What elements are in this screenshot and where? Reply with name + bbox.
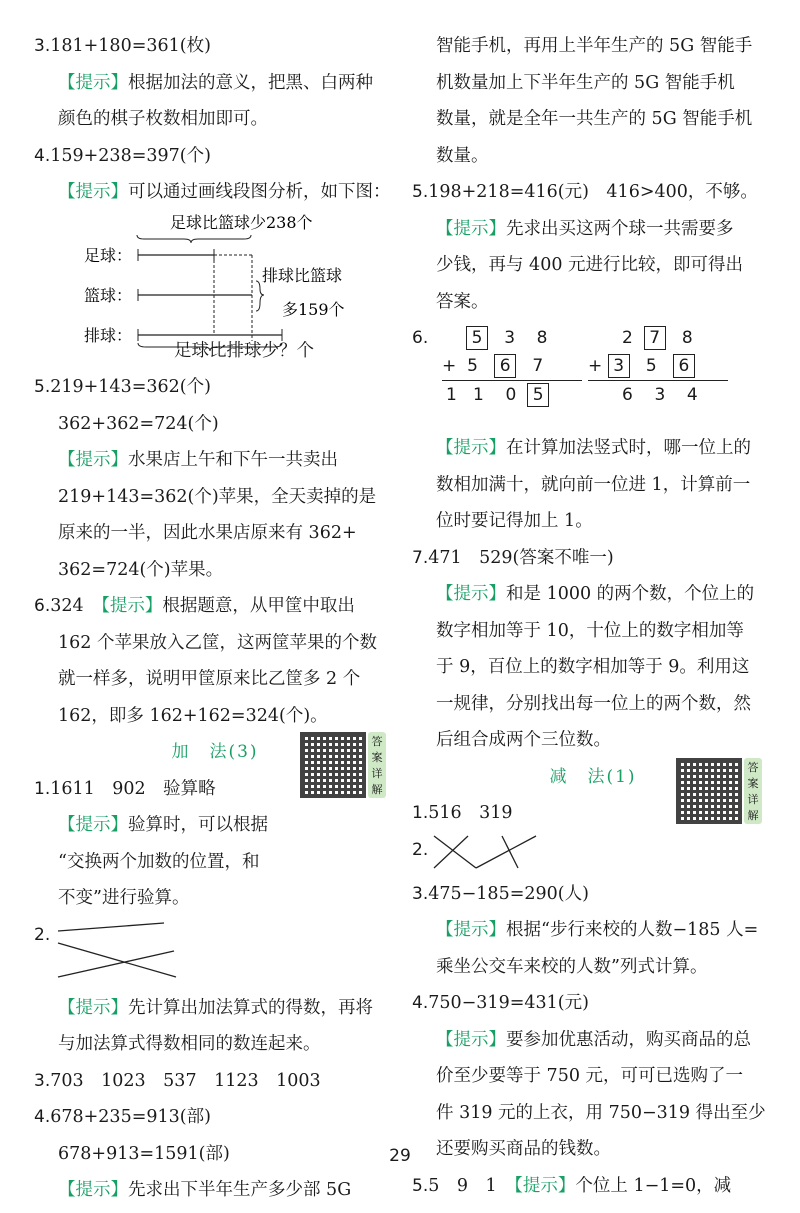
left-column [34,28,396,1209]
answer-text: 5 9 1 【提示】个位上 1−1=0，减 [428,1175,732,1196]
answer-text: 678+235=913(部) [50,1107,211,1127]
hint-line: 162 个苹果放入乙筐，这两筐苹果的个数 [58,632,377,653]
hint-line: 【提示】先求出买这两个球一共需要多 [436,218,734,239]
answer-text: 703 1023 537 1123 1003 [50,1070,321,1091]
hint-line: “交换两个加数的位置，和 [58,851,260,872]
section-title-subtraction-1: 减 法(1) [549,766,637,787]
hint-line: 162，即多 162+162=324(个)。 [58,705,328,726]
hint-line: 【提示】先计算出加法算式的得数，再将 [58,997,373,1018]
answer-a2: 2. [34,917,396,990]
hint-label: 【提示】 [436,584,506,604]
hint-line: 少钱，再与 400 元进行比较，即可得出 [436,255,744,275]
hint-line: 智能手机，再用上半年生产的 5G 智能手 [436,36,753,56]
hint-label: 【提示】 [58,72,128,93]
answer-text: 750−319=431(元) [428,993,589,1013]
hint-label: 【提示】 [101,596,163,616]
qr-code[interactable] [300,732,388,810]
answer-r6: 6. 5 3 8 + 5 6 7 1 1 0 5 2 7 8 + 3 5 6 6 3 4 [412,320,774,430]
answer-text: 516 319 [428,803,513,823]
answer-r5: 5.198+218=416(元) 416>400，不够。 [412,182,758,202]
hint-line: 后组合成两个三位数。 [436,730,611,750]
qr-tag: 答案详解 [744,758,762,824]
matching-lines [432,834,542,874]
hint-line: 于 9，百位上的数字相加等于 9。利用这 [436,657,750,677]
answer-text: 1611 902 验算略 [50,778,216,799]
hint-line: 还要购买商品的钱数。 [436,1139,611,1159]
hint-label: 【提示】 [436,438,506,458]
hint-line: 价至少要等于 750 元，可可已选购了一 [436,1066,744,1086]
hint-label: 【提示】 [58,450,128,470]
hint-line: 数量。 [436,145,489,166]
hint-line: 就一样多，说明甲筐原来比乙筐多 2 个 [58,669,361,689]
qr-code[interactable] [676,758,764,836]
hint-line: 位时要记得加上 1。 [436,511,593,531]
answer-text: 471 529(答案不唯一) [428,547,614,568]
hint-line: 答案。 [436,291,489,312]
answer-text: 475−185=290(人) [428,883,589,904]
answer-r7: 7.471 529(答案不唯一) [412,547,614,568]
hint-line: 【提示】验算时，可以根据 [58,815,268,835]
diagram-bottom-label: 足球比排球少？个 [174,340,314,361]
answer-a4: 4.678+235=913(部) [34,1107,211,1127]
hint-label: 【提示】 [58,1180,128,1200]
hint-line: 【提示】要参加优惠活动，购买商品的总 [436,1029,751,1050]
section-title-addition-3: 加 法(3) [171,742,259,762]
answer-text: 324 【提示】根据题意，从甲筐中取出 [50,596,355,616]
hint-line: 乘坐公交车来校的人数”列式计算。 [436,956,708,977]
right-brace [256,281,264,311]
answer-b5: 5.5 9 1 【提示】个位上 1−1=0，减 [412,1175,732,1196]
hint-line: 数相加满十，就向前一位进 1，计算前一 [436,474,751,495]
answer-text: 198+218=416(元) 416>400，不够。 [428,182,758,202]
qr-tag: 答案详解 [368,732,386,798]
right-column [412,28,774,1204]
top-brace [137,235,251,243]
row-label-volleyball: 排球： [84,325,133,345]
hint-line: 颜色的棋子枚数相加即可。 [58,109,268,129]
hint-line: 219+143=362(个)苹果，全天卖掉的是 [58,486,377,507]
vertical-addition-2: 2 7 8 + 3 5 6 6 3 4 [588,324,728,409]
hint-line: 【提示】在计算加法竖式时，哪一位上的 [436,438,751,458]
diagram-right-label-1: 排球比篮球 [262,265,343,285]
hint-line: 一规律，分别找出每一位上的两个数，然 [436,693,751,714]
qr-code-image [300,732,366,798]
answer-a1: 1.1611 902 验算略 [34,778,216,799]
answer-6: 6.324 【提示】根据题意，从甲筐中取出 [34,596,355,616]
hint-line: 【提示】和是 1000 的两个数，个位上的 [436,584,755,604]
hint-line: 【提示】先求出下半年生产多少部 5G [58,1180,352,1200]
answer-text: 181+180=361(枚) [50,36,211,56]
hint-line: 362=724(个)苹果。 [58,559,224,580]
answer-a3: 3.703 1023 537 1123 1003 [34,1070,321,1091]
hint-label: 【提示】 [436,218,506,239]
hint-line: 原来的一半，因此水果店原来有 362+ [58,523,357,543]
hint-label: 【提示】 [58,182,128,202]
matching-lines [56,921,186,985]
answer-3: 3.181+180=361(枚) [34,36,211,56]
row-label-football: 足球： [84,245,133,265]
page-number: 29 [389,1146,411,1166]
hint-label: 【提示】 [514,1175,576,1196]
answer-4: 4.159+238=397(个) [34,145,211,166]
answer-b1: 1.516 319 [412,803,513,823]
hint-line: 不变”进行验算。 [58,888,190,908]
answer-line: 362+362=724(个) [58,413,219,434]
hint-label: 【提示】 [58,815,128,835]
answer-line: 678+913=1591(部) [58,1143,230,1164]
hint-label: 【提示】 [58,997,128,1018]
answer-text: 219+143=362(个) [50,377,211,397]
hint-line: 与加法算式得数相同的数连起来。 [58,1034,321,1054]
row-label-basketball: 篮球： [84,285,133,305]
hint-line: 【提示】根据加法的意义，把黑、白两种 [58,72,373,93]
hint-label: 【提示】 [436,1029,506,1050]
hint-line: 【提示】可以通过画线段图分析，如下图： [58,182,391,202]
answer-b2: 2. [412,832,774,876]
hint-line: 【提示】水果店上午和下午一共卖出 [58,450,338,470]
answer-5: 5.219+143=362(个) [34,377,211,397]
qr-code-image [676,758,742,824]
hint-label: 【提示】 [436,920,506,940]
hint-line: 件 319 元的上衣，用 750−319 得出至少 [436,1102,766,1123]
hint-line: 数字相加等于 10，十位上的数字相加等 [436,620,744,641]
diagram-right-label-2: 多159个 [282,299,345,319]
answer-b4: 4.750−319=431(元) [412,993,589,1013]
answer-b3: 3.475−185=290(人) [412,883,589,904]
answer-text: 159+238=397(个) [50,145,211,166]
diagram-top-label: 足球比篮球少238个 [170,212,313,232]
hint-line: 【提示】根据“步行来校的人数−185 人= [436,920,759,940]
vertical-addition-1: 5 3 8 + 5 6 7 1 1 0 5 [442,324,582,409]
hint-line: 数量，就是全年一共生产的 5G 智能手机 [436,109,753,129]
hint-line: 机数量加上下半年生产的 5G 智能手机 [436,72,735,93]
